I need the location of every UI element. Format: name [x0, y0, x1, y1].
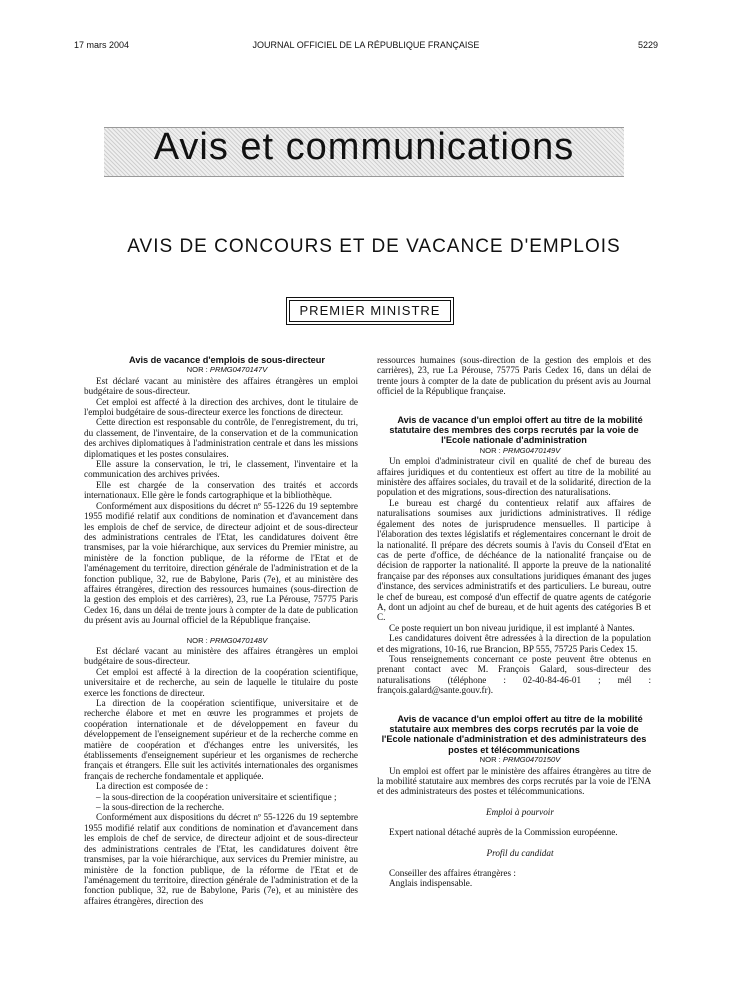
journal-title: JOURNAL OFFICIEL DE LA RÉPUBLIQUE FRANÇAISE — [252, 40, 480, 50]
paragraph: Cette direction est responsable du contrôle, de l'enregistrement, du tri, du classement, de l'inventaire, de la conservation et de la communication des archives diplomatiques à l'administration centrale et dans les missions diplomatiques et les postes consulaires. — [84, 417, 358, 459]
section-banner — [104, 127, 624, 177]
paragraph: Les candidatures doivent être adressées à la direction de la population et des migrations, 10-16, rue Brancion, BP 555, 75725 Paris Cedex 15. — [377, 633, 651, 654]
paragraph: Tous renseignements concernant ce poste peuvent être obtenus en prenant contact avec M. François Galard, sous-directeur des naturalisations (téléphone : 02-40-84-46-01 ; mél : françois.galard@sante.gouv.fr). — [377, 653, 651, 696]
subheading: Emploi à pourvoir — [486, 806, 554, 817]
paragraph: La direction est composée de : — [96, 781, 208, 792]
paragraph: ressources humaines (sous-direction de la gestion des emplois et des carrières), 23, rue La Pérouse, 75775 Paris Cedex 16, dans un délai de trente jours à compter de la date de publication du présent avis au Journal officiel de la République française. — [377, 355, 651, 397]
notice-title: Avis de vacance d'un emploi offert au titre de la mobilité statutaire des membres des corps recrutés par la voie de l'Ecole nationale d'administration — [389, 414, 643, 446]
ministry-label: PREMIER MINISTRE — [299, 303, 441, 318]
nor-label: NOR : — [479, 445, 503, 455]
nor-code: PRMG0470148V — [209, 635, 268, 645]
nor-reference — [84, 636, 358, 646]
paragraph: Un emploi est offert par le ministère des affaires étrangères au titre de la mobilité statutaire aux membres des corps recrutés par la voie de l'ENA et des administrateurs des postes et télécommunications. — [377, 765, 651, 797]
nor-label: NOR : — [186, 635, 210, 645]
nor-reference — [377, 446, 651, 456]
list-item: – la sous-direction de la coopération universitaire et scientifique ; — [96, 791, 337, 802]
paragraph: Cet emploi est affecté à la direction de la coopération scientifique, universitaire et de recherche, au sein de laquelle le titulaire du poste exerce les fonctions de directeur. — [84, 666, 358, 698]
nor-code: PRMG0470149V — [502, 445, 561, 455]
section-title: AVIS DE CONCOURS ET DE VACANCE D'EMPLOIS — [127, 236, 621, 257]
paragraph: Est déclaré vacant au ministère des affaires étrangères un emploi budgétaire de sous-directeur. — [84, 645, 358, 667]
paragraph: Elle assure la conservation, le tri, le classement, l'inventaire et la communication des archives privées. — [84, 459, 358, 480]
paragraph: Cet emploi est affecté à la direction des archives, dont le titulaire de l'emploi budgétaire de sous-directeur exerce les fonctions de directeur. — [84, 396, 358, 418]
nor-code: PRMG0470150V — [502, 755, 561, 765]
ministry-box — [286, 297, 454, 325]
paragraph: Est déclaré vacant au ministère des affaires étrangères un emploi budgétaire de sous-directeur. — [84, 375, 358, 397]
paragraph: Le bureau est chargé du contentieux relatif aux affaires de naturalisations soumises aux juridictions administratives. Il rédige également des notes de jurisprudence mensuelles. Il participe à l'élaboration des textes législatifs et réglementaires concernant le droit de la nationalité. Il prépare des décrets soumis à l'avis du Conseil d'Etat en cas de perte d'office, de déchéance de la nationalité française ou de décision de rapporter la nationalité. Il apporte la preuve de la nationalité française par des réponses aux consultations juridiques émanant des juges d'instance, des services administratifs et des particuliers. Le bureau, outre le chef de bureau, est composé d'un effectif de quatre agents de catégorie A, dont un adjoint au chef de bureau, et de huit agents des catégories B et C. — [377, 497, 651, 623]
notice-title: Avis de vacance d'emplois de sous-directeur — [129, 355, 325, 365]
list-item: – la sous-direction de la recherche. — [96, 802, 225, 813]
paragraph: Conseiller des affaires étrangères : — [389, 868, 516, 879]
nor-code: PRMG0470147V — [209, 365, 268, 375]
nor-reference — [84, 365, 358, 375]
issue-date: 17 mars 2004 — [74, 40, 130, 50]
paragraph: Expert national détaché auprès de la Commission européenne. — [389, 827, 618, 838]
subheading: Profil du candidat — [486, 847, 554, 858]
left-column — [84, 355, 358, 906]
right-column — [377, 355, 651, 889]
notice-title: Avis de vacance d'un emploi offert au titre de la mobilité statutaire aux membres des corps recrutés par la voie de l'Ecole nationale d'administration et des administrateurs des postes et télécommunications — [381, 713, 647, 755]
page-number: 5229 — [637, 40, 658, 50]
nor-label: NOR : — [186, 365, 210, 375]
nor-label: NOR : — [479, 755, 503, 765]
paragraph: Conformément aux dispositions du décret nº 55-1226 du 19 septembre 1955 modifié relatif aux conditions de nomination et d'avancement dans les emplois de chef de service, de directeur adjoint et de sous-directeur des administrations centrales de l'Etat, les candidatures doivent être transmises, par la voie hiérarchique, aux services du Premier ministre, au ministère de la fonction publique, de la réforme de l'Etat et de l'aménagement du territoire, direction générale de l'administration et de la fonction publique, 32, rue de Babylone, Paris (7e), et au ministère des affaires étrangères, direction des — [84, 812, 358, 906]
running-header — [74, 40, 658, 54]
nor-reference — [377, 755, 651, 765]
paragraph: La direction de la coopération scientifique, universitaire et de recherche élabore et met en œuvre les programmes et projets de coopération internationale et de développement en faveur du développement de l'enseignement supérieur et de la recherche comme en matière de coopération et d'échanges entre les universités, les établissements d'enseignement supérieur et les organismes de recherche français et étrangers. Elle suit les activités internationales des organismes français de recherche fondamentale et appliquée. — [84, 698, 358, 781]
paragraph: Conformément aux dispositions du décret nº 55-1226 du 19 septembre 1955 modifié relatif aux conditions de nomination et d'avancement dans les emplois de chef de service, de directeur adjoint et de sous-directeur des administrations centrales de l'Etat, les candidatures doivent être transmises, par la voie hiérarchique, aux services du Premier ministre, au ministère de la fonction publique, de la réforme de l'Etat et de l'aménagement du territoire, direction générale de l'administration et de la fonction publique, 32, rue de Babylone, Paris (7e), et au ministère des affaires étrangères, direction des ressources humaines (sous-direction de la gestion des emplois et des carrières), 23, rue La Pérouse, 75775 Paris Cedex 16, dans un délai de trente jours à compter de la date de publication du présent avis au Journal officiel de la République française. — [84, 500, 358, 626]
paragraph: Un emploi d'administrateur civil en qualité de chef de bureau des affaires juridiques et du contentieux est offert au titre de la mobilité au ministère des affaires sociales, du travail et de la solidarité, direction de la population et des migrations, sous-direction des naturalisations. — [377, 456, 651, 498]
paragraph: Ce poste requiert un bon niveau juridique, il est implanté à Nantes. — [389, 622, 635, 633]
paragraph: Anglais indispensable. — [389, 878, 473, 889]
paragraph: Elle est chargée de la conservation des traités et accords internationaux. Elle gère le fonds cartographique et la bibliothèque. — [84, 479, 358, 501]
banner-title: Avis et communications — [153, 126, 575, 168]
